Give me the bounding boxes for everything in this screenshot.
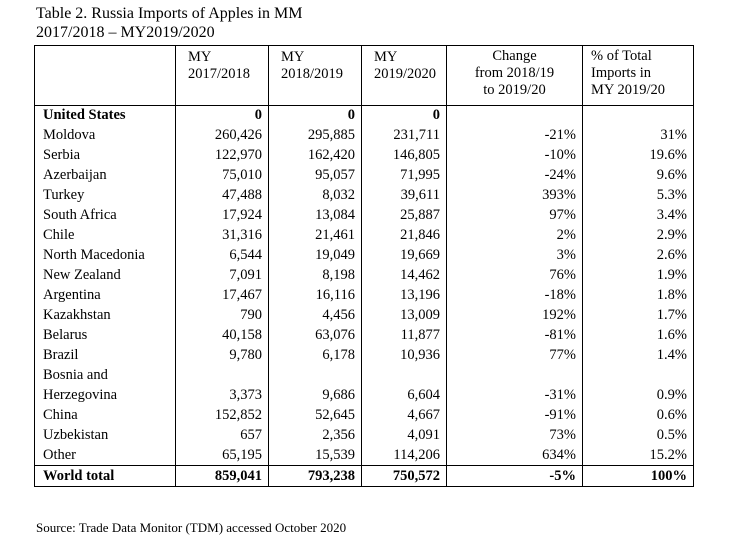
share-cell: 19.6% — [583, 145, 694, 165]
change-cell: 634% — [447, 445, 583, 466]
table-row — [35, 185, 694, 205]
value-cell: 95,057 — [269, 165, 362, 185]
table-row — [35, 145, 694, 165]
country-cell: South Africa — [35, 205, 176, 225]
table-row — [35, 106, 694, 126]
total-label: World total — [35, 466, 176, 487]
change-cell: 97% — [447, 205, 583, 225]
total-change-cell: -5% — [447, 466, 583, 487]
share-cell: 2.6% — [583, 245, 694, 265]
value-cell: 231,711 — [362, 125, 447, 145]
country-cell: China — [35, 405, 176, 425]
total-share-cell: 100% — [583, 466, 694, 487]
value-cell: 295,885 — [269, 125, 362, 145]
share-cell: 15.2% — [583, 445, 694, 466]
value-cell: 13,009 — [362, 305, 447, 325]
value-cell: 21,846 — [362, 225, 447, 245]
country-line-1: Bosnia and — [43, 367, 108, 383]
value-cell: 17,924 — [176, 205, 269, 225]
table-row — [35, 205, 694, 225]
change-cell: -24% — [447, 165, 583, 185]
value-cell: 2,356 — [269, 425, 362, 445]
value-cell: 65,195 — [176, 445, 269, 466]
country-cell: Argentina — [35, 285, 176, 305]
change-cell: 393% — [447, 185, 583, 205]
value-cell: 0 — [269, 106, 362, 126]
value-cell: 6,178 — [269, 345, 362, 365]
value-cell: 260,426 — [176, 125, 269, 145]
value-cell: 25,887 — [362, 205, 447, 225]
share-cell: 0.6% — [583, 405, 694, 425]
table-row — [35, 225, 694, 245]
table-row — [35, 305, 694, 325]
change-cell: 76% — [447, 265, 583, 285]
header-text: MY — [374, 49, 398, 65]
total-value-cell: 793,238 — [269, 466, 362, 487]
change-cell: -10% — [447, 145, 583, 165]
value-cell: 114,206 — [362, 445, 447, 466]
header-text: MY 2019/20 — [591, 82, 665, 98]
value-cell: 13,196 — [362, 285, 447, 305]
table-caption — [36, 4, 302, 42]
value-cell: 15,539 — [269, 445, 362, 466]
value-cell: 52,645 — [269, 405, 362, 425]
value-cell: 122,970 — [176, 145, 269, 165]
value-cell: 47,488 — [176, 185, 269, 205]
table-row — [35, 325, 694, 345]
value-cell: 9,780 — [176, 345, 269, 365]
table-row — [35, 405, 694, 425]
country-cell: North Macedonia — [35, 245, 176, 265]
share-cell: 1.8% — [583, 285, 694, 305]
value-cell: 790 — [176, 305, 269, 325]
table-row — [35, 125, 694, 145]
country-cell: Serbia — [35, 145, 176, 165]
header-text: MY — [188, 49, 212, 65]
value-cell: 40,158 — [176, 325, 269, 345]
value-cell: 6,604 — [362, 365, 447, 405]
share-cell: 5.3% — [583, 185, 694, 205]
country-cell: Belarus — [35, 325, 176, 345]
table-row — [35, 165, 694, 185]
value-cell: 39,611 — [362, 185, 447, 205]
value-cell: 8,032 — [269, 185, 362, 205]
value-cell: 63,076 — [269, 325, 362, 345]
value-cell: 75,010 — [176, 165, 269, 185]
value-cell: 17,467 — [176, 285, 269, 305]
country-cell: United States — [35, 106, 176, 126]
country-cell: Turkey — [35, 185, 176, 205]
value-cell: 7,091 — [176, 265, 269, 285]
header-text: Change — [492, 48, 537, 64]
share-cell: 31% — [583, 125, 694, 145]
table-row — [35, 445, 694, 466]
value-cell: 4,091 — [362, 425, 447, 445]
value-cell: 4,456 — [269, 305, 362, 325]
change-cell: -18% — [447, 285, 583, 305]
table-row — [35, 285, 694, 305]
header-country — [35, 46, 176, 106]
value-cell: 0 — [176, 106, 269, 126]
country-line-2: Herzegovina — [43, 387, 118, 403]
value-cell: 6,544 — [176, 245, 269, 265]
total-row — [35, 466, 694, 487]
header-my-2019-2020 — [362, 46, 447, 106]
share-cell: 1.9% — [583, 265, 694, 285]
caption-line-2: 2017/2018 – MY2019/2020 — [36, 24, 215, 41]
value-cell: 4,667 — [362, 405, 447, 425]
value-cell: 8,198 — [269, 265, 362, 285]
table-row — [35, 425, 694, 445]
value-cell: 31,316 — [176, 225, 269, 245]
value-cell: 14,462 — [362, 265, 447, 285]
share-cell: 1.6% — [583, 325, 694, 345]
value-cell: 9,686 — [269, 365, 362, 405]
table-row — [35, 365, 694, 405]
share-cell: 1.4% — [583, 345, 694, 365]
table-row — [35, 245, 694, 265]
share-cell: 2.9% — [583, 225, 694, 245]
value-cell: 13,084 — [269, 205, 362, 225]
header-change — [447, 46, 583, 106]
header-text: 2017/2018 — [188, 66, 251, 82]
header-text: from 2018/19 — [474, 65, 555, 81]
header-text: % of Total — [591, 48, 652, 64]
share-cell: 9.6% — [583, 165, 694, 185]
value-cell: 152,852 — [176, 405, 269, 425]
change-cell: -21% — [447, 125, 583, 145]
table-row — [35, 265, 694, 285]
header-my-2018-2019 — [269, 46, 362, 106]
value-cell: 19,049 — [269, 245, 362, 265]
change-cell: -91% — [447, 405, 583, 425]
value-cell: 11,877 — [362, 325, 447, 345]
header-row — [35, 46, 694, 106]
value-cell: 16,116 — [269, 285, 362, 305]
caption-line-1: Table 2. Russia Imports of Apples in MM — [36, 5, 303, 22]
change-cell — [447, 106, 583, 126]
value-cell: 657 — [176, 425, 269, 445]
total-value-cell: 750,572 — [362, 466, 447, 487]
share-cell: 0.5% — [583, 425, 694, 445]
country-cell: Azerbaijan — [35, 165, 176, 185]
share-cell: 3.4% — [583, 205, 694, 225]
change-cell: 2% — [447, 225, 583, 245]
country-cell: Kazakhstan — [35, 305, 176, 325]
source-note: Source: Trade Data Monitor (TDM) accessed October 2020 — [36, 520, 347, 535]
header-my-2017-2018 — [176, 46, 269, 106]
value-cell: 0 — [362, 106, 447, 126]
country-cell: Uzbekistan — [35, 425, 176, 445]
value-cell: 19,669 — [362, 245, 447, 265]
value-cell: 71,995 — [362, 165, 447, 185]
share-cell: 0.9% — [583, 365, 694, 405]
table-row — [35, 345, 694, 365]
apple-imports-table — [34, 45, 694, 487]
change-cell: 192% — [447, 305, 583, 325]
change-cell: 77% — [447, 345, 583, 365]
country-cell: Brazil — [35, 345, 176, 365]
header-share — [583, 46, 694, 106]
value-cell: 10,936 — [362, 345, 447, 365]
country-cell — [35, 365, 176, 405]
country-cell: Chile — [35, 225, 176, 245]
header-text: MY — [281, 49, 305, 65]
share-cell — [583, 106, 694, 126]
change-cell: 3% — [447, 245, 583, 265]
value-cell: 21,461 — [269, 225, 362, 245]
value-cell: 146,805 — [362, 145, 447, 165]
country-cell: Moldova — [35, 125, 176, 145]
change-cell: -81% — [447, 325, 583, 345]
header-text: Imports in — [591, 65, 652, 81]
header-text: 2019/2020 — [374, 66, 437, 82]
change-cell: -31% — [447, 365, 583, 405]
country-cell: New Zealand — [35, 265, 176, 285]
header-text: 2018/2019 — [281, 66, 344, 82]
value-cell: 3,373 — [176, 365, 269, 405]
country-cell: Other — [35, 445, 176, 466]
total-value-cell: 859,041 — [176, 466, 269, 487]
change-cell: 73% — [447, 425, 583, 445]
header-text: to 2019/20 — [483, 82, 546, 98]
value-cell: 162,420 — [269, 145, 362, 165]
share-cell: 1.7% — [583, 305, 694, 325]
